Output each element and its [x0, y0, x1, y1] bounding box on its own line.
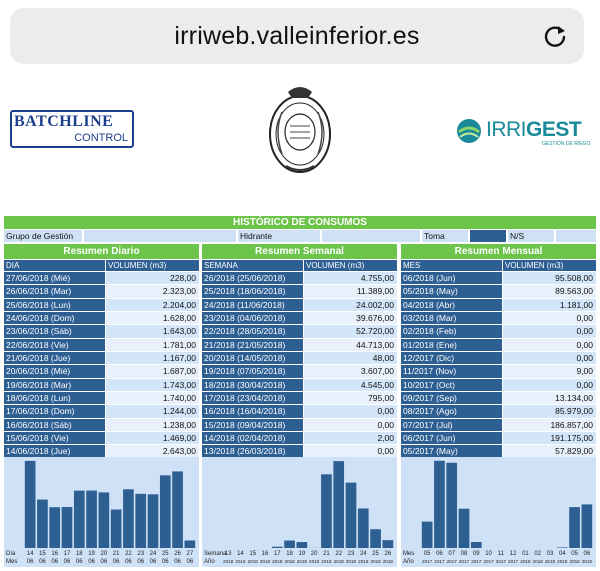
row-period: 06/2018 (Jun): [401, 272, 502, 284]
chart-bar[interactable]: [185, 540, 196, 548]
table-row[interactable]: [202, 431, 397, 444]
table-row[interactable]: [4, 391, 199, 404]
table-row[interactable]: [4, 351, 199, 364]
row-period: 22/2018 (28/05/2018): [202, 325, 303, 337]
row-period: 22/06/2018 (Vie): [4, 339, 105, 351]
x-tick-label: 17: [63, 551, 71, 557]
table-row[interactable]: [4, 431, 199, 444]
table-row[interactable]: [4, 364, 199, 377]
row-volume: 3.607,00: [304, 365, 397, 377]
chart-bar[interactable]: [160, 475, 171, 548]
x-tick-label: 16: [51, 551, 59, 557]
x-tick-label: 03: [546, 551, 554, 557]
row-volume: 0,00: [304, 445, 397, 457]
x-sub-tick-label: 2018: [345, 559, 357, 564]
column-header: DIA: [4, 260, 105, 271]
address-bar[interactable]: [10, 8, 584, 64]
row-volume: 44.713,00: [304, 339, 397, 351]
table-row[interactable]: [4, 418, 199, 431]
x-tick-label: 16: [261, 551, 269, 557]
x-tick-label: 14: [237, 551, 244, 557]
table-row[interactable]: [4, 298, 199, 311]
chart-bar[interactable]: [86, 491, 97, 548]
x-sub-tick-label: 06: [88, 559, 95, 565]
table-row[interactable]: [202, 364, 397, 377]
table-row[interactable]: [4, 404, 199, 417]
row-period: 12/2017 (Dic): [401, 352, 502, 364]
x-tick-label: 04: [558, 551, 566, 557]
x-sub-tick-label: 2018: [358, 559, 369, 564]
hidrante-label: Hidrante: [238, 230, 320, 242]
ns-field[interactable]: [556, 230, 596, 242]
chart-bar[interactable]: [370, 529, 381, 548]
row-period: 26/2018 (25/06/2018): [202, 272, 303, 284]
table-row[interactable]: [202, 271, 397, 284]
chart-bar[interactable]: [358, 508, 369, 548]
chart-bar[interactable]: [99, 492, 110, 548]
x-tick-label: 22: [335, 551, 343, 557]
bar-chart-svg: [4, 457, 199, 567]
x-sub-tick-label: 06: [149, 559, 157, 565]
row-volume: 1.628,00: [106, 312, 199, 324]
x-sub-tick-label: 06: [75, 559, 83, 565]
chart-bar[interactable]: [123, 489, 134, 548]
row-volume: 89.563,00: [503, 285, 596, 297]
chart-bar[interactable]: [111, 510, 122, 548]
reload-icon[interactable]: [542, 23, 568, 49]
row-period: 16/06/2018 (Sáb): [4, 419, 105, 431]
chart-bar[interactable]: [148, 494, 159, 548]
chart-bar[interactable]: [49, 507, 60, 548]
row-period: 27/06/2018 (Mié): [4, 272, 105, 284]
row-volume: 2.323,00: [106, 285, 199, 297]
x-tick-label: 13: [224, 551, 232, 557]
batchline-logo-bottom: CONTROL: [74, 132, 128, 144]
row-volume: 1.687,00: [106, 365, 199, 377]
table-row[interactable]: [401, 284, 596, 297]
x-sub-tick-label: 2018: [247, 559, 258, 564]
panel-weekly: [202, 244, 397, 458]
x-axis-row2-label: Año: [403, 559, 414, 565]
x-sub-tick-label: 2018: [544, 559, 556, 564]
chart-bar[interactable]: [569, 507, 580, 548]
table-row[interactable]: [4, 444, 199, 457]
x-tick-label: 10: [485, 551, 492, 557]
row-period: 23/2018 (04/06/2018): [202, 312, 303, 324]
row-period: 25/06/2018 (Lun): [4, 299, 105, 311]
table-header: [4, 260, 199, 271]
row-volume: 0,00: [503, 352, 596, 364]
x-sub-tick-label: 2017: [458, 559, 470, 564]
row-period: 07/2017 (Jul): [401, 419, 502, 431]
batchline-logo-top: BATCHLINE: [14, 113, 114, 130]
x-sub-tick-label: 2018: [235, 559, 246, 564]
row-volume: 0,00: [503, 312, 596, 324]
x-tick-label: 22: [125, 551, 132, 557]
table-row[interactable]: [202, 444, 397, 457]
x-tick-label: 19: [88, 551, 95, 557]
x-tick-label: 11: [497, 551, 504, 557]
chart-bar[interactable]: [172, 471, 183, 548]
table-row[interactable]: [401, 298, 596, 311]
x-axis-row1-label: Mes: [403, 551, 415, 557]
table-header: [202, 260, 397, 271]
row-period: 19/06/2018 (Mar): [4, 379, 105, 391]
table-row[interactable]: [401, 311, 596, 324]
x-axis-row2-label: Mes: [6, 559, 18, 565]
logo-header: [0, 80, 600, 190]
x-tick-label: 06: [583, 551, 591, 557]
x-sub-tick-label: 2017: [422, 559, 433, 564]
row-volume: 191.175,00: [503, 432, 596, 444]
row-period: 25/2018 (18/06/2018): [202, 285, 303, 297]
x-tick-label: 17: [273, 551, 281, 557]
table-header: [401, 260, 596, 271]
table-row[interactable]: [202, 404, 397, 417]
row-volume: 0,00: [304, 405, 397, 417]
url-text: irriweb.valleinferior.es: [174, 21, 420, 50]
x-tick-label: 25: [372, 551, 379, 557]
page-title: HISTÓRICO DE CONSUMOS: [4, 216, 596, 229]
row-period: 17/2018 (23/04/2018): [202, 392, 303, 404]
table-row[interactable]: [401, 431, 596, 444]
x-sub-tick-label: 2018: [223, 559, 234, 564]
x-sub-tick-label: 2018: [321, 559, 332, 564]
x-axis-row1-label: Día: [6, 551, 16, 557]
row-period: 10/2017 (Oct): [401, 379, 502, 391]
panel-title: Resumen Semanal: [202, 244, 397, 259]
chart-bar[interactable]: [284, 541, 295, 548]
table-row[interactable]: [401, 271, 596, 284]
row-period: 03/2018 (Mar): [401, 312, 502, 324]
toma-label: Toma: [422, 230, 468, 242]
row-period: 19/2018 (07/05/2018): [202, 365, 303, 377]
x-sub-tick-label: 2018: [296, 559, 307, 564]
row-volume: 795,00: [304, 392, 397, 404]
row-volume: 57.829,00: [503, 445, 596, 457]
x-tick-label: 24: [359, 551, 367, 557]
table-row[interactable]: [401, 378, 596, 391]
table-row[interactable]: [202, 351, 397, 364]
row-volume: 1.643,00: [106, 325, 199, 337]
x-sub-tick-label: 06: [51, 559, 59, 565]
table-row[interactable]: [4, 338, 199, 351]
x-sub-tick-label: 2018: [259, 559, 271, 564]
row-period: 24/2018 (11/06/2018): [202, 299, 303, 311]
chart-bar[interactable]: [25, 461, 36, 548]
x-tick-label: 08: [460, 551, 468, 557]
x-tick-label: 18: [75, 551, 83, 557]
row-period: 21/2018 (21/05/2018): [202, 339, 303, 351]
row-period: 08/2017 (Ago): [401, 405, 502, 417]
x-sub-tick-label: 2017: [495, 559, 506, 564]
x-tick-label: 24: [149, 551, 157, 557]
row-period: 05/2017 (May): [401, 445, 502, 457]
x-tick-label: 20: [310, 551, 318, 557]
column-header: SEMANA: [202, 260, 303, 271]
irrigest-globe-icon: [456, 118, 482, 144]
panel-title: Resumen Diario: [4, 244, 199, 259]
table-body: [4, 271, 199, 458]
row-period: 13/2018 (26/03/2018): [202, 445, 303, 457]
chart-bar[interactable]: [582, 504, 593, 548]
row-period: 14/06/2018 (Jue): [4, 445, 105, 457]
x-tick-label: 02: [534, 551, 542, 557]
table-row[interactable]: [4, 284, 199, 297]
table-row[interactable]: [4, 271, 199, 284]
row-volume: 1.743,00: [106, 379, 199, 391]
x-tick-label: 15: [39, 551, 46, 557]
chart-bar[interactable]: [557, 547, 568, 548]
chart-monthly: [401, 457, 596, 567]
chart-daily: [4, 457, 199, 567]
chart-bar[interactable]: [422, 522, 433, 548]
row-volume: 0,00: [503, 325, 596, 337]
table-row[interactable]: [202, 311, 397, 324]
table-row[interactable]: [4, 311, 199, 324]
panel-title: Resumen Mensual: [401, 244, 596, 259]
table-row[interactable]: [401, 338, 596, 351]
row-volume: 2.204,00: [106, 299, 199, 311]
chart-bar[interactable]: [297, 542, 308, 548]
row-period: 26/06/2018 (Mar): [4, 285, 105, 297]
column-header: VOLUMEN (m3): [304, 260, 397, 271]
row-volume: 1.244,00: [106, 405, 199, 417]
x-tick-label: 12: [509, 551, 517, 557]
x-sub-tick-label: 2018: [370, 559, 381, 564]
chart-bar[interactable]: [272, 547, 283, 548]
row-volume: 228,00: [106, 272, 199, 284]
row-volume: 1.181,00: [503, 299, 596, 311]
irrigest-tagline: GESTIÓN DE RIEGO: [542, 141, 591, 147]
chart-bar[interactable]: [321, 474, 332, 548]
x-sub-tick-label: 2017: [434, 559, 445, 564]
row-volume: 24.002,00: [304, 299, 397, 311]
x-sub-tick-label: 06: [39, 559, 46, 565]
row-volume: 39.676,00: [304, 312, 397, 324]
chart-bar[interactable]: [459, 509, 470, 548]
x-tick-label: 07: [448, 551, 456, 557]
row-volume: 0,00: [304, 419, 397, 431]
chart-bar[interactable]: [37, 500, 48, 548]
x-sub-tick-label: 2018: [309, 559, 320, 564]
x-tick-label: 27: [186, 551, 194, 557]
panel-monthly: [401, 244, 596, 458]
row-volume: 9,00: [503, 365, 596, 377]
chart-bar[interactable]: [446, 463, 457, 548]
x-sub-tick-label: 2018: [569, 559, 580, 564]
row-period: 06/2017 (Jun): [401, 432, 502, 444]
chart-bar[interactable]: [135, 494, 146, 548]
x-sub-tick-label: 06: [174, 559, 181, 565]
irrigest-logo: [456, 116, 596, 146]
x-tick-label: 05: [571, 551, 578, 557]
ns-label: N/S: [508, 230, 554, 242]
filter-row: [4, 230, 596, 242]
x-tick-label: 14: [26, 551, 34, 557]
row-period: 20/2018 (14/05/2018): [202, 352, 303, 364]
row-period: 01/2018 (Ene): [401, 339, 502, 351]
row-volume: 1.469,00: [106, 432, 199, 444]
chart-bar[interactable]: [346, 483, 357, 548]
x-sub-tick-label: 2018: [284, 559, 295, 564]
x-sub-tick-label: 2017: [471, 559, 482, 564]
row-period: 17/06/2018 (Dom): [4, 405, 105, 417]
bar-chart-svg: [401, 457, 596, 567]
table-row[interactable]: [202, 418, 397, 431]
x-sub-tick-label: 06: [161, 559, 169, 565]
x-tick-label: 23: [137, 551, 145, 557]
row-period: 11/2017 (Nov): [401, 365, 502, 377]
row-volume: 2,00: [304, 432, 397, 444]
row-period: 05/2018 (May): [401, 285, 502, 297]
row-period: 18/2018 (30/04/2018): [202, 379, 303, 391]
column-header: VOLUMEN (m3): [106, 260, 199, 271]
x-tick-label: 01: [522, 551, 529, 557]
row-volume: 0,00: [503, 339, 596, 351]
x-sub-tick-label: 2018: [520, 559, 531, 564]
x-tick-label: 15: [249, 551, 257, 557]
row-volume: 52.720,00: [304, 325, 397, 337]
row-period: 16/2018 (16/04/2018): [202, 405, 303, 417]
x-sub-tick-label: 2018: [532, 559, 543, 564]
batchline-logo: [10, 110, 134, 148]
chart-bar[interactable]: [434, 461, 445, 548]
x-sub-tick-label: 2018: [333, 559, 344, 564]
row-period: 02/2018 (Feb): [401, 325, 502, 337]
x-tick-label: 06: [436, 551, 443, 557]
table-row[interactable]: [401, 351, 596, 364]
x-sub-tick-label: 06: [125, 559, 132, 565]
row-volume: 1.167,00: [106, 352, 199, 364]
row-period: 20/06/2018 (Mié): [4, 365, 105, 377]
table-row[interactable]: [401, 418, 596, 431]
x-tick-label: 21: [112, 551, 120, 557]
row-period: 24/06/2018 (Dom): [4, 312, 105, 324]
row-period: 15/2018 (09/04/2018): [202, 419, 303, 431]
hidrante-field[interactable]: [322, 230, 420, 242]
toma-field[interactable]: [470, 230, 506, 242]
x-sub-tick-label: 2018: [382, 559, 393, 564]
row-period: 21/06/2018 (Jue): [4, 352, 105, 364]
x-sub-tick-label: 06: [26, 559, 34, 565]
x-tick-label: 26: [384, 551, 392, 557]
x-sub-tick-label: 2018: [581, 559, 592, 564]
table-row[interactable]: [202, 284, 397, 297]
x-tick-label: 20: [100, 551, 108, 557]
table-row[interactable]: [202, 324, 397, 337]
chart-bar[interactable]: [74, 491, 85, 548]
panel-daily: [4, 244, 199, 458]
row-volume: 1.238,00: [106, 419, 199, 431]
x-sub-tick-label: 06: [186, 559, 194, 565]
table-row[interactable]: [401, 364, 596, 377]
x-sub-tick-label: 2018: [272, 559, 283, 564]
row-volume: 2.643,00: [106, 445, 199, 457]
x-tick-label: 05: [423, 551, 431, 557]
x-sub-tick-label: 06: [63, 559, 71, 565]
chart-bar[interactable]: [383, 540, 394, 548]
table-row[interactable]: [401, 444, 596, 457]
table-row[interactable]: [202, 378, 397, 391]
row-period: 15/06/2018 (Vie): [4, 432, 105, 444]
x-tick-label: 09: [472, 551, 480, 557]
grupo-label: Grupo de Gestión: [4, 230, 82, 242]
table-row[interactable]: [4, 324, 199, 337]
row-volume: 4.755,00: [304, 272, 397, 284]
column-header: MES: [401, 260, 502, 271]
table-row[interactable]: [401, 324, 596, 337]
x-axis-row1-label: Semana: [204, 551, 227, 557]
table-row[interactable]: [4, 378, 199, 391]
row-volume: 4.545,00: [304, 379, 397, 391]
chart-weekly: [202, 457, 397, 567]
x-sub-tick-label: 06: [137, 559, 145, 565]
grupo-field[interactable]: [84, 230, 236, 242]
bar-chart-svg: [202, 457, 397, 567]
row-volume: 0,00: [503, 379, 596, 391]
table-row[interactable]: [401, 404, 596, 417]
chart-bar[interactable]: [471, 542, 482, 548]
table-row[interactable]: [401, 391, 596, 404]
row-period: 14/2018 (02/04/2018): [202, 432, 303, 444]
row-volume: 186.857,00: [503, 419, 596, 431]
x-axis-row2-label: Año: [204, 559, 215, 565]
table-row[interactable]: [202, 298, 397, 311]
column-header: VOLUMEN (m3): [503, 260, 596, 271]
row-volume: 85.979,00: [503, 405, 596, 417]
x-tick-label: 18: [286, 551, 293, 557]
x-tick-label: 26: [174, 551, 181, 557]
table-body: [202, 271, 397, 458]
row-volume: 95.508,00: [503, 272, 596, 284]
x-sub-tick-label: 2017: [446, 559, 457, 564]
x-sub-tick-label: 2018: [557, 559, 568, 564]
chart-bar[interactable]: [333, 461, 344, 548]
row-volume: 13.134,00: [503, 392, 596, 404]
row-period: 23/06/2018 (Sáb): [4, 325, 105, 337]
table-body: [401, 271, 596, 458]
row-period: 18/06/2018 (Lun): [4, 392, 105, 404]
row-volume: 1.740,00: [106, 392, 199, 404]
table-row[interactable]: [202, 391, 397, 404]
row-volume: 48,00: [304, 352, 397, 364]
community-seal-icon: [264, 82, 336, 178]
row-period: 09/2017 (Sep): [401, 392, 502, 404]
x-tick-label: 23: [347, 551, 355, 557]
x-sub-tick-label: 2017: [483, 559, 494, 564]
row-period: 04/2018 (Abr): [401, 299, 502, 311]
x-sub-tick-label: 06: [112, 559, 120, 565]
x-tick-label: 19: [298, 551, 306, 557]
row-volume: 1.781,00: [106, 339, 199, 351]
x-sub-tick-label: 2017: [508, 559, 519, 564]
chart-bar[interactable]: [62, 507, 73, 548]
table-row[interactable]: [202, 338, 397, 351]
x-tick-label: 25: [161, 551, 169, 557]
row-volume: 11.389,00: [304, 285, 397, 297]
x-tick-label: 21: [323, 551, 330, 557]
x-sub-tick-label: 06: [100, 559, 108, 565]
irrigest-wordmark: IRRIGEST: [486, 118, 582, 141]
